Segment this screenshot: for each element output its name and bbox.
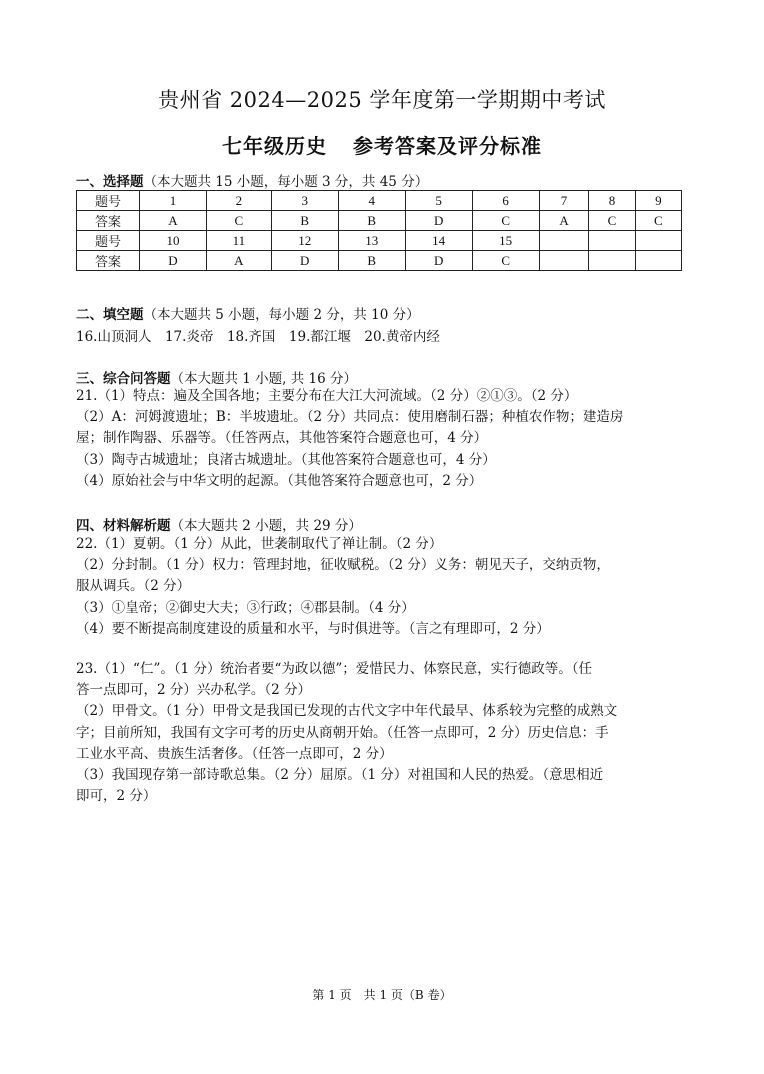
- table-cell: [635, 231, 681, 251]
- table-cell: 15: [472, 231, 539, 251]
- table-cell: 1: [140, 191, 207, 211]
- answer-line: （2）分封制。（1 分）权力：管理封地，征收赋税。（2 分）义务：朝见天子，交纳贡物，: [76, 557, 610, 574]
- section4-note: （本大题共 2 小题，共 29 分）: [170, 518, 362, 534]
- table-cell: A: [539, 211, 589, 231]
- table-cell: 9: [635, 191, 681, 211]
- table-cell: B: [338, 251, 405, 271]
- table-cell: D: [405, 251, 472, 271]
- table-cell: C: [206, 211, 271, 231]
- section1-header: [76, 170, 428, 190]
- row-label: 答案: [77, 251, 140, 271]
- answer-line: 答一点即可，2 分）兴办私学。（2 分）: [76, 682, 312, 699]
- table-cell: 5: [405, 191, 472, 211]
- table-cell: D: [405, 211, 472, 231]
- table-cell: 10: [140, 231, 207, 251]
- question22-body: [76, 534, 692, 640]
- section2-note: （本大题共 5 小题，每小题 2 分，共 10 分）: [143, 307, 420, 323]
- exam-title: 贵州省 2024—2025 学年度第一学期期中考试: [158, 88, 606, 112]
- answer-line: 即可，2 分）: [76, 788, 157, 805]
- table-row: [77, 191, 682, 211]
- section4-header: [76, 514, 362, 534]
- table-cell: C: [472, 251, 539, 271]
- section1-note: （本大题共 15 小题，每小题 3 分，共 45 分）: [143, 174, 429, 190]
- section3-header: [76, 367, 357, 387]
- section3-heading: 三、综合问答题: [76, 371, 171, 387]
- table-cell: 2: [206, 191, 271, 211]
- table-cell: [589, 231, 635, 251]
- answer-table: [76, 190, 682, 271]
- answer-line: （3）①皇帝；②御史大夫；③行政；④郡县制。（4 分）: [76, 599, 415, 616]
- row-label: 题号: [77, 231, 140, 251]
- table-cell: C: [635, 211, 681, 231]
- page-footer: 第 1 页 共 1 页（B 卷）: [312, 988, 452, 1002]
- table-cell: D: [140, 251, 207, 271]
- table-cell: 8: [589, 191, 635, 211]
- answer-line: 21.（1）特点：遍及全国各地；主要分布在大江大河流域。（2 分）②①③。（2 分）: [76, 388, 578, 404]
- table-cell: A: [140, 211, 207, 231]
- table-cell: [539, 231, 589, 251]
- answer-line: 22.（1）夏朝。（1 分）从此，世袭制取代了禅让制。（2 分）: [76, 536, 443, 552]
- exam-subtitle: [0, 130, 764, 159]
- answer-line: （4）要不断提高制度建设的质量和水平，与时俱进等。（言之有理即可，2 分）: [76, 620, 550, 637]
- question23-body: [76, 659, 692, 807]
- table-row: [77, 231, 682, 251]
- table-cell: B: [271, 211, 338, 231]
- table-cell: 12: [271, 231, 338, 251]
- table-cell: 11: [206, 231, 271, 251]
- table-cell: [635, 251, 681, 271]
- table-cell: D: [271, 251, 338, 271]
- section2-heading: 二、填空题: [76, 307, 144, 323]
- answer-line: （4）原始社会与中华文明的起源。（其他答案符合题意也可，2 分）: [76, 472, 483, 489]
- table-cell: A: [206, 251, 271, 271]
- table-cell: 6: [472, 191, 539, 211]
- section2-answers: 16.山顶洞人 17.炎帝 18.齐国 19.都江堰 20.黄帝内经: [76, 329, 440, 345]
- section3-note: （本大题共 1 小题, 共 16 分）: [170, 371, 358, 387]
- table-cell: B: [338, 211, 405, 231]
- subtitle-grade-subject: 七年级历史: [222, 134, 327, 158]
- answer-line: 屋；制作陶器、乐器等。（任答两点，其他答案符合题意也可，4 分）: [76, 430, 488, 447]
- section4-heading: 四、材料解析题: [76, 518, 171, 534]
- table-cell: C: [472, 211, 539, 231]
- subtitle-answer-key: 参考答案及评分标准: [353, 134, 542, 158]
- table-cell: 3: [271, 191, 338, 211]
- table-cell: C: [589, 211, 635, 231]
- table-row: [77, 251, 682, 271]
- answer-line: （3）陶寺古城遗址；良渚古城遗址。（其他答案符合题意也可，4 分）: [76, 451, 496, 468]
- section3-body: [76, 386, 692, 492]
- table-cell: [539, 251, 589, 271]
- section1-heading: 一、选择题: [76, 174, 144, 190]
- answer-line: 工业水平高、贵族生活奢侈。（任答一点即可，2 分）: [76, 745, 393, 762]
- answer-line: 23.（1）“仁”。（1 分）统治者要“为政以德”；爱惜民力、体察民意，实行德政等。（任: [76, 661, 593, 677]
- row-label: 题号: [77, 191, 140, 211]
- answer-line: 字；目前所知，我国有文字可考的历史从商朝开始。（任答一点即可，2 分）历史信息：手: [76, 724, 609, 741]
- table-cell: [589, 251, 635, 271]
- section2-header: [76, 303, 420, 323]
- table-cell: 14: [405, 231, 472, 251]
- table-row: [77, 211, 682, 231]
- table-cell: 4: [338, 191, 405, 211]
- answer-line: （3）我国现存第一部诗歌总集。（2 分）屈原。（1 分）对祖国和人民的热爱。（意思相近: [76, 767, 604, 784]
- table-cell: 7: [539, 191, 589, 211]
- row-label: 答案: [77, 211, 140, 231]
- answer-line: 服从调兵。（2 分）: [76, 578, 191, 595]
- answer-line: （2）A：河姆渡遗址；B：半坡遗址。（2 分）共同点：使用磨制石器；种植农作物；建造房: [76, 409, 624, 426]
- table-cell: 13: [338, 231, 405, 251]
- answer-line: （2）甲骨文。（1 分）甲骨文是我国已发现的古代文字中年代最早、体系较为完整的成熟文: [76, 703, 618, 720]
